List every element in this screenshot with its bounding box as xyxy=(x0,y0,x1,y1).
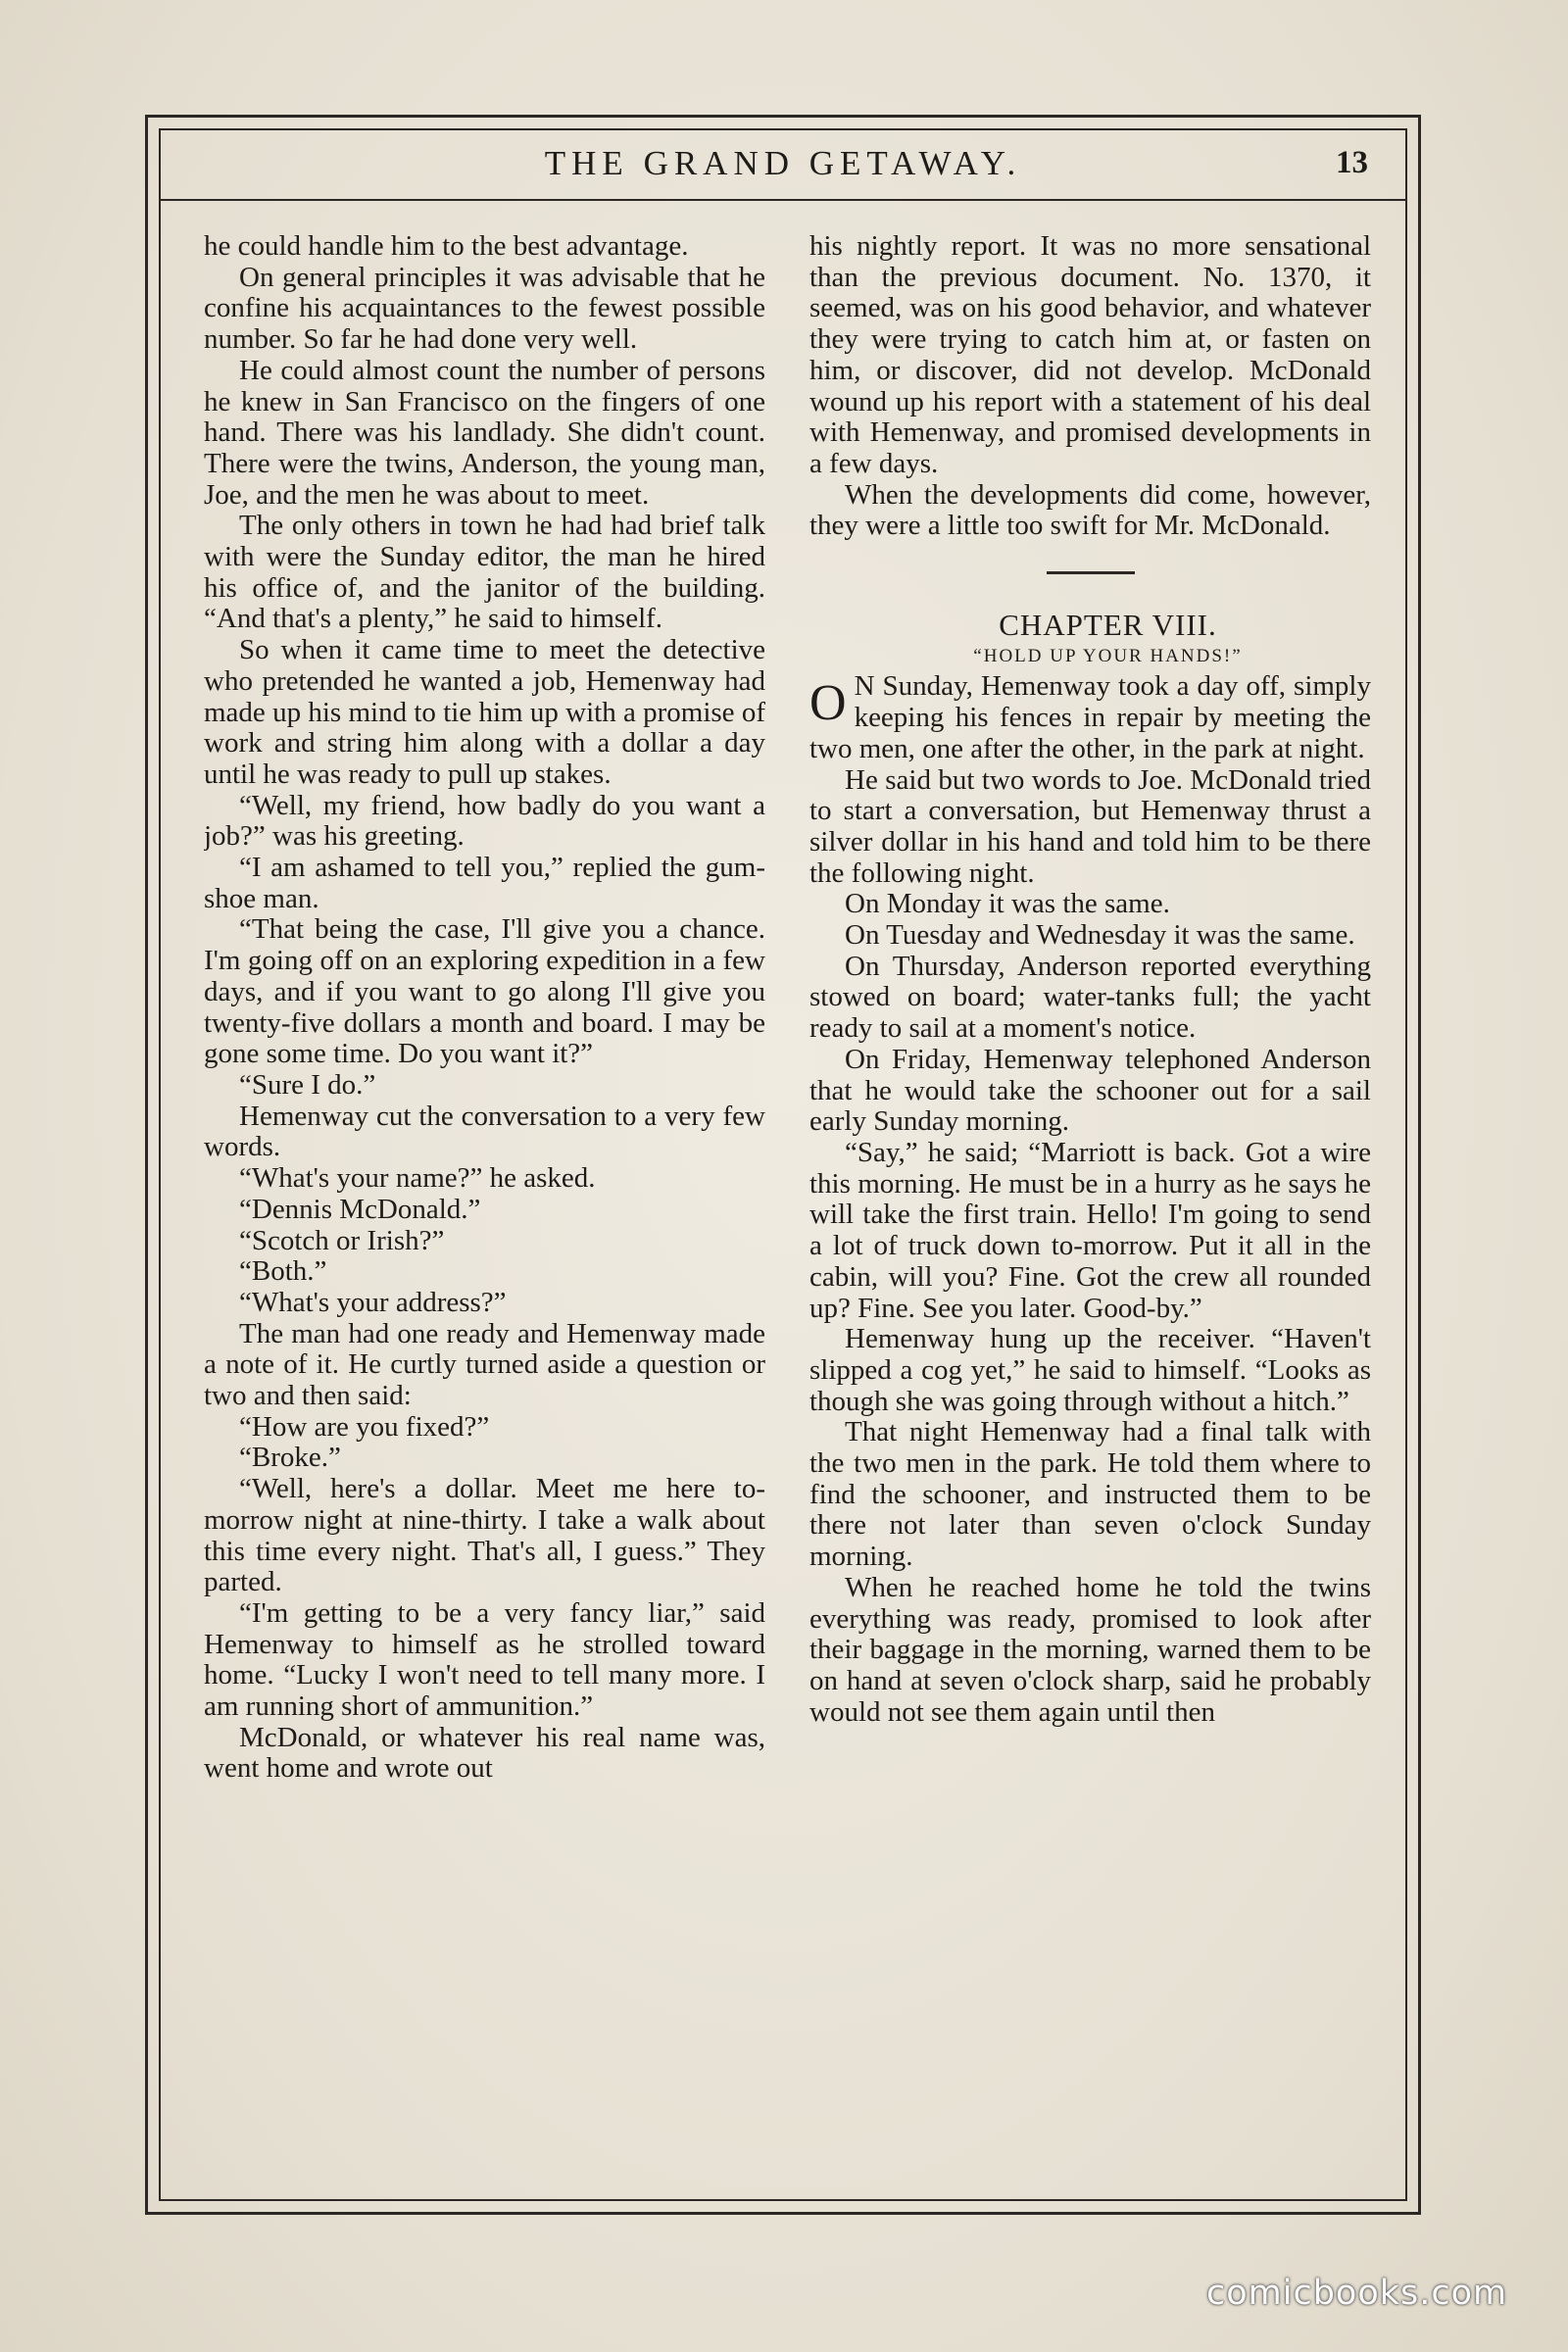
section-divider xyxy=(1047,571,1135,574)
paragraph: his nightly report. It was no more sensational than the previous document. No. 1370, it seemed, was on his good behavior, and whatever they were trying to catch him at, or fasten on him, or discover, did not develop. McDonald wound up his report with a statement of his deal with Hemenway, and promised developments in a few days. xyxy=(809,231,1371,479)
running-title: THE GRAND GETAWAY. xyxy=(544,144,1022,182)
paragraph: He could almost count the number of persons he knew in San Francisco on the fingers of one hand. There was his landlady. She didn't count. There were the twins, Anderson, the young man, Joe, and the men he was about to meet. xyxy=(204,354,765,511)
paragraph: That night Hemenway had a final talk with the two men in the park. He told them where to find the schooner, and instructed them to be there not later than seven o'clock Sunday morning. xyxy=(809,1416,1371,1573)
paragraph: “What's your address?” xyxy=(239,1286,507,1318)
paragraph: So when it came time to meet the detective who pretended he wanted a job, Hemenway had made up his mind to tie him up with a promise of work and string him along with a dollar a day until he was ready to pull up stakes. xyxy=(204,634,765,790)
drop-cap: O xyxy=(809,675,847,732)
paragraph: “Dennis McDonald.” xyxy=(239,1193,481,1225)
paragraph: “Sure I do.” xyxy=(239,1068,376,1101)
chapter-title: CHAPTER VIII. xyxy=(999,608,1217,643)
paragraph: “Scotch or Irish?” xyxy=(239,1224,445,1256)
chapter-opening-paragraph xyxy=(809,671,1371,764)
paragraph: “Well, my friend, how badly do you want a job?” was his greeting. xyxy=(204,789,765,853)
page-number: 13 xyxy=(1336,145,1368,180)
paragraph: “What's your name?” he asked. xyxy=(239,1162,596,1195)
paragraph: “How are you fixed?” xyxy=(239,1410,490,1443)
paragraph: “Broke.” xyxy=(239,1442,341,1474)
paragraph: he could handle him to the best advantage. xyxy=(204,231,689,262)
paragraph: When he reached home he told the twins everything was ready, promised to look after their baggage in the morning, warned them to be on hand at seven o'clock sharp, said he probably would not see them again until then xyxy=(809,1571,1371,1728)
paragraph: On general principles it was advisable that he confine his acquaintances to the fewest possible number. So far he had done very well. xyxy=(204,261,765,356)
paragraph: The man had one ready and Hemenway made a note of it. He curtly turned aside a question or two and then said: xyxy=(204,1317,765,1412)
paragraph: “I'm getting to be a very fancy liar,” said Hemenway to himself as he strolled toward home. “Lucky I won't need to tell many more. I am running short of ammunition.” xyxy=(204,1596,765,1723)
paragraph: When the developments did come, however, they were a little too swift for Mr. McDonald. xyxy=(809,478,1371,542)
paragraph: On Friday, Hemenway telephoned Anderson that he would take the schooner out for a sail early Sunday morning. xyxy=(809,1043,1371,1138)
chapter-subtitle: “HOLD UP YOUR HANDS!” xyxy=(973,645,1243,666)
paragraph: “I am ashamed to tell you,” replied the gum-shoe man. xyxy=(204,852,765,914)
paragraph: McDonald, or whatever his real name was, went home and wrote out xyxy=(204,1721,765,1785)
right-column xyxy=(809,231,1371,2191)
left-column xyxy=(204,231,765,2191)
paragraph: “That being the case, I'll give you a chance. I'm going off on an exploring expedition in a few days, and if you want to go along I'll give you twenty-five dollars a month and board. I may be gone some time. Do you want it?” xyxy=(204,913,765,1070)
paragraph: On Tuesday and Wednesday it was the same. xyxy=(845,919,1355,952)
paragraph: On Monday it was the same. xyxy=(845,888,1170,920)
paragraph: “Well, here's a dollar. Meet me here to-morrow night at nine-thirty. I take a walk about this time every night. That's all, I guess.” They parted. xyxy=(204,1473,765,1598)
paragraph: “Say,” he said; “Marriott is back. Got a wire this morning. He must be in a hurry as he says he will take the first train. Hello! I'm going to send a lot of truck down to-morrow. Put it all in the cabin, will you? Fine. Got the crew all rounded up? Fine. See you later. Good-by.” xyxy=(809,1136,1371,1324)
page-header xyxy=(159,128,1407,201)
paragraph: The only others in town he had had brief talk with were the Sunday editor, the man he hired his office of, and the janitor of the building. “And that's a plenty,” he said to himself. xyxy=(204,510,765,635)
paragraph: “Both.” xyxy=(239,1255,327,1288)
opening-text: N Sunday, Hemenway took a day off, simply keeping his fences in repair by meeting the two men, one after the other, in the park at night. xyxy=(809,670,1371,764)
paragraph: He said but two words to Joe. McDonald tried to start a conversation, but Hemenway thrust a silver dollar in his hand and told him to be there the following night. xyxy=(809,763,1371,889)
paragraph: Hemenway hung up the receiver. “Haven't slipped a cog yet,” he said to himself. “Looks as though she was going through without a hitch.” xyxy=(809,1323,1371,1417)
paragraph: On Thursday, Anderson reported everything stowed on board; water-tanks full; the yacht ready to sail at a moment's notice. xyxy=(809,950,1371,1045)
watermark: comicbooks.com xyxy=(1206,2274,1508,2313)
paragraph: Hemenway cut the conversation to a very few words. xyxy=(204,1100,765,1163)
